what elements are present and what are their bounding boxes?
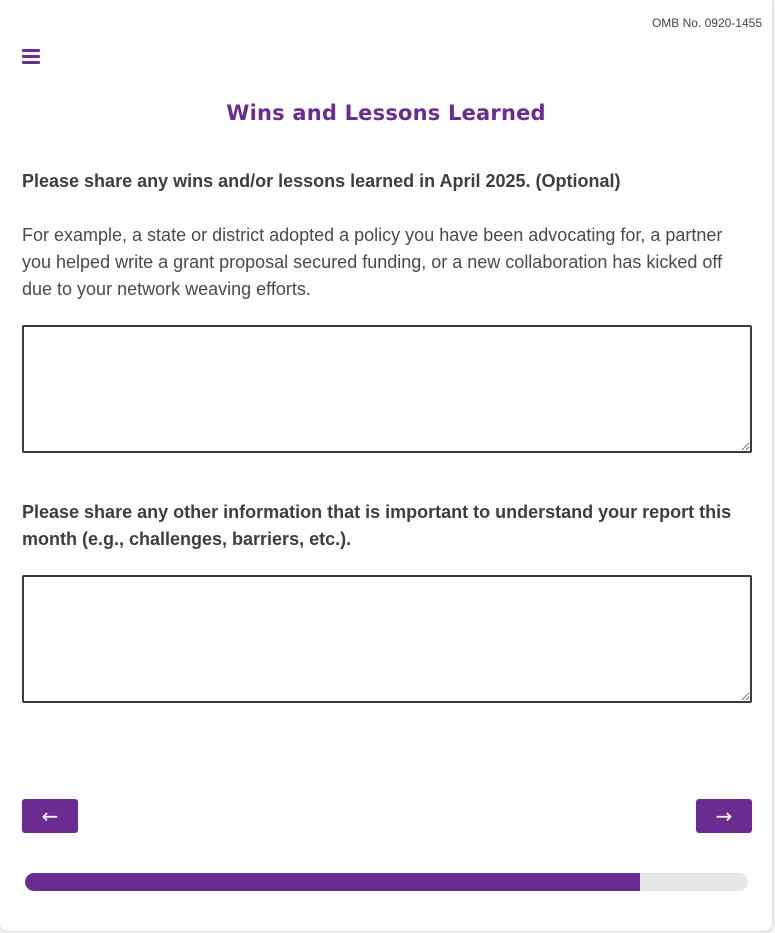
menu-bar xyxy=(22,55,40,58)
omb-number: OMB No. 0920-1455 xyxy=(651,16,762,30)
menu-bar xyxy=(22,49,40,52)
wins-textarea[interactable] xyxy=(22,325,752,453)
question-help-wins: For example, a state or district adopted a policy you have been advocating for, a partner you helped write a grant proposal secured funding, or a new collaboration has kicked off due to your network weaving efforts. xyxy=(22,225,723,299)
menu-bar xyxy=(22,61,40,64)
progress-bar-fill xyxy=(25,873,640,891)
hamburger-menu-icon[interactable] xyxy=(22,49,40,65)
next-button[interactable]: → xyxy=(696,799,752,833)
question-label-wins: Please share any wins and/or lessons learned in April 2025. (Optional) xyxy=(22,171,621,191)
page-title: Wins and Lessons Learned xyxy=(226,101,546,125)
progress-bar xyxy=(25,873,748,891)
question-label-other-info: Please share any other information that is important to understand your report this month (e.g., challenges, barriers, etc.). xyxy=(22,502,732,549)
previous-button[interactable]: ← xyxy=(22,799,78,833)
other-info-textarea[interactable] xyxy=(22,575,752,703)
